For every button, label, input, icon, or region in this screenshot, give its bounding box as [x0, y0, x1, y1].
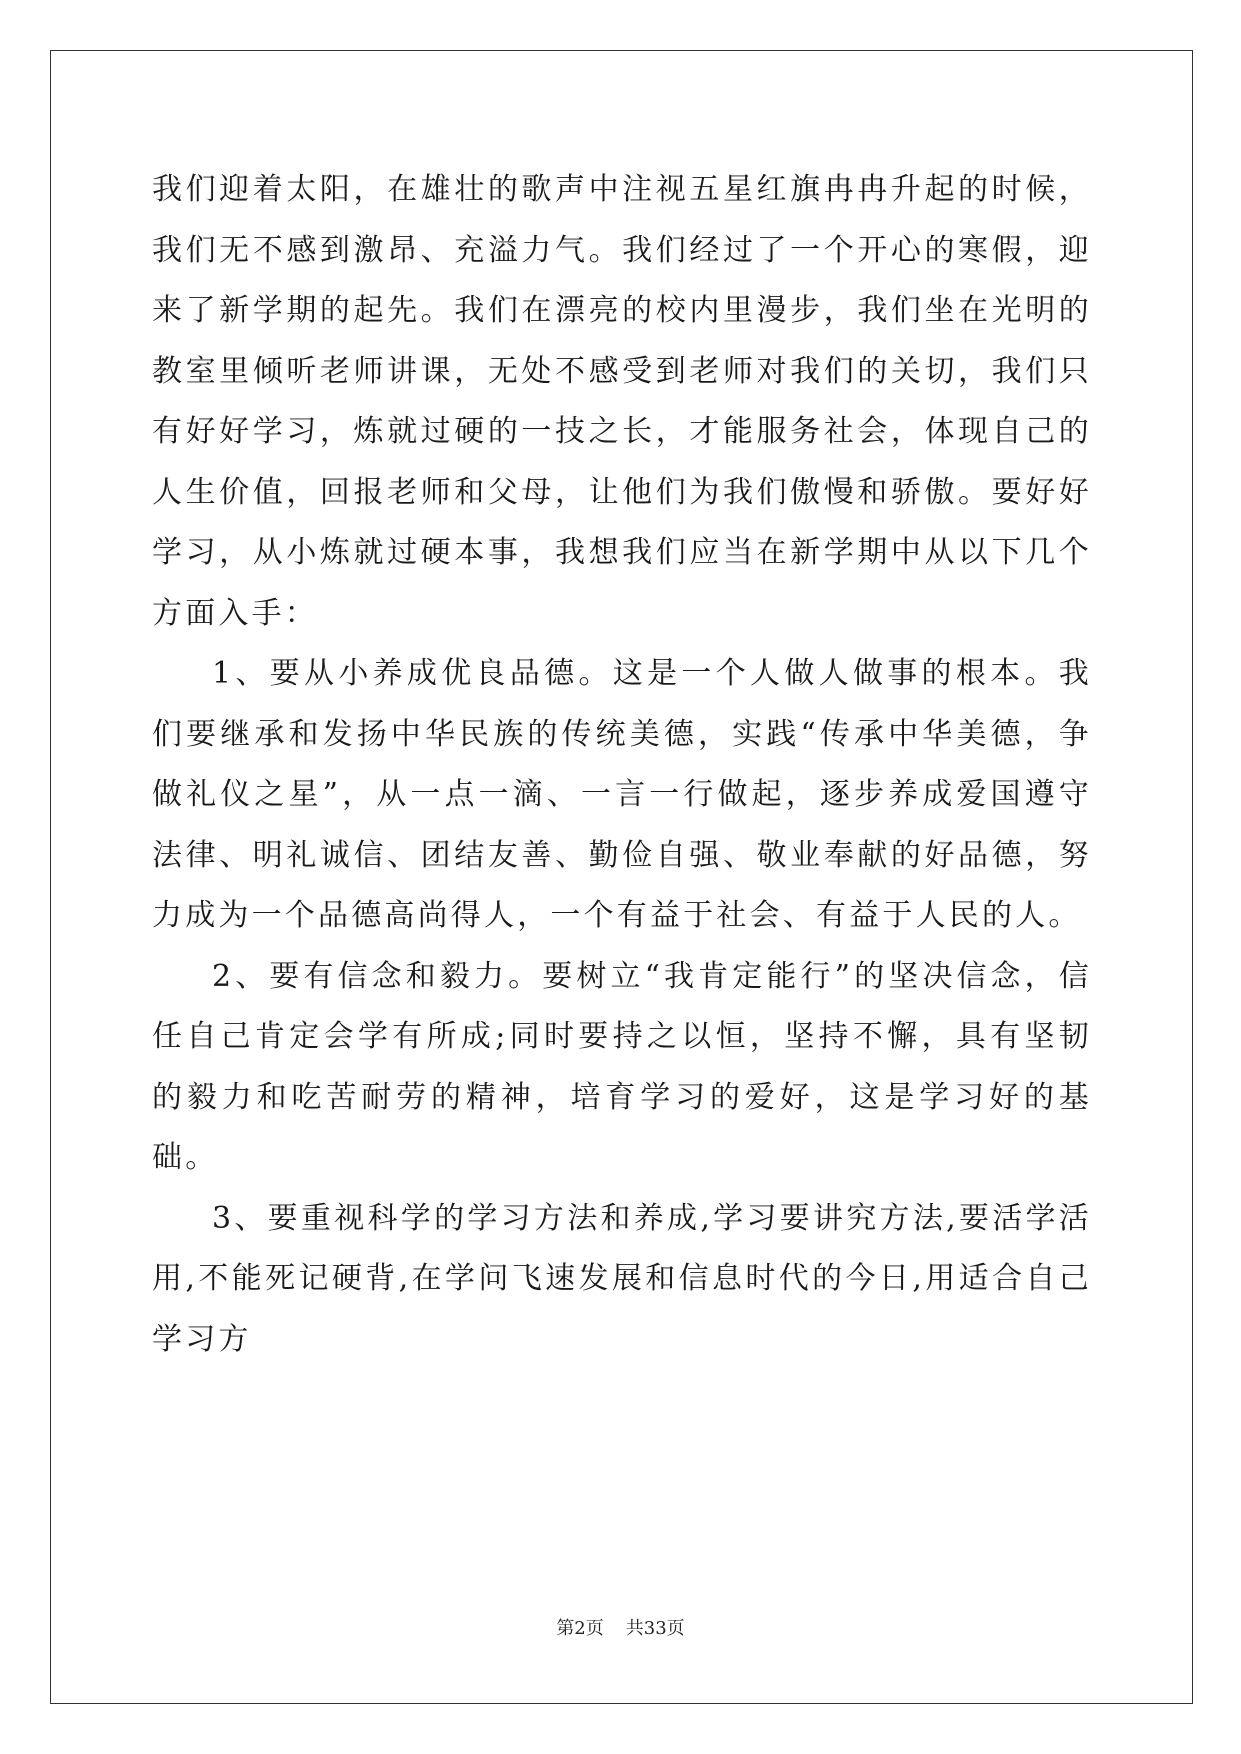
document-body — [152, 160, 1092, 1370]
page-total: 共33页 — [625, 1618, 685, 1639]
paragraph-intro: 我们迎着太阳，在雄壮的歌声中注视五星红旗冉冉升起的时候，我们无不感到激昂、充溢力气。我们经过了一个开心的寒假，迎来了新学期的起先。我们在漂亮的校内里漫步，我们坐在光明的教室里倾听老师讲课，无处不感受到老师对我们的关切，我们只有好好学习，炼就过硬的一技之长，才能服务社会，体现自己的人生价值，回报老师和父母，让他们为我们傲慢和骄傲。要好好学习，从小炼就过硬本事，我想我们应当在新学期中从以下几个方面入手： — [152, 172, 1092, 631]
paragraph-point-3: 3、要重视科学的学习方法和养成,学习要讲究方法,要活学活用,不能死记硬背,在学问飞速发展和信息时代的今日,用适合自己学习方 — [152, 1200, 1092, 1357]
page-footer — [0, 1614, 1241, 1640]
paragraph-point-1: 1、要从小养成优良品德。这是一个人做人做事的根本。我们要继承和发扬中华民族的传统美德，实践“传承中华美德，争做礼仪之星”，从一点一滴、一言一行做起，逐步养成爱国遵守法律、明礼诚信、团结友善、勤俭自强、敬业奉献的好品德，努力成为一个品德高尚得人，一个有益于社会、有益于人民的人。 — [152, 656, 1092, 933]
page-number: 第2页 — [556, 1618, 604, 1639]
paragraph-point-2: 2、要有信念和毅力。要树立“我肯定能行”的坚决信念，信任自己肯定会学有所成;同时要持之以恒，坚持不懈，具有坚韧的毅力和吃苦耐劳的精神，培育学习的爱好，这是学习好的基础。 — [152, 958, 1092, 1175]
